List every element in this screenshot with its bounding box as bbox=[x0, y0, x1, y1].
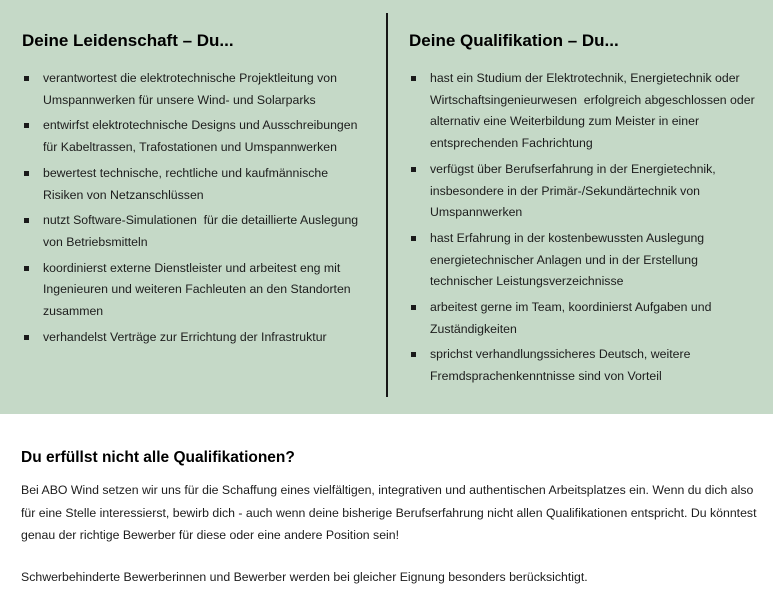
list-item bbox=[22, 327, 363, 349]
bullet-square-icon bbox=[22, 68, 43, 111]
list-item-text: koordinierst externe Dienstleister und arbeitest eng mit Ingenieuren und weiteren Fachleuten an den Standorten zusammen bbox=[43, 260, 355, 319]
footer-title: Du erfüllst nicht alle Qualifikationen? bbox=[21, 449, 295, 466]
list-item bbox=[409, 297, 760, 340]
list-item-text: bewertest technische, rechtliche und kaufmännische Risiken von Netzanschlüssen bbox=[43, 165, 332, 202]
list-item-text: hast ein Studium der Elektrotechnik, Energietechnik oder Wirtschaftsingenieurwesen erfolgreich abgeschlossen oder alternativ eine Weiterbildung zum Meister in einer entsprechenden Fachrichtung bbox=[430, 71, 759, 151]
list-item-text: nutzt Software-Simulationen für die detaillierte Auslegung von Betriebsmitteln bbox=[43, 213, 362, 249]
bullet-square-icon bbox=[22, 163, 43, 206]
bullet-square-icon bbox=[409, 68, 430, 155]
bullet-square-icon bbox=[409, 228, 430, 293]
qualification-title: Deine Qualifikation – Du... bbox=[409, 31, 619, 50]
footer-paragraph-2: Schwerbehinderte Bewerberinnen und Bewerber werden bei gleicher Eignung besonders berücksichtigt. bbox=[21, 569, 588, 584]
list-item-text: verantwortest die elektrotechnische Projektleitung von Umspannwerken für unsere Wind- und Solarparks bbox=[43, 71, 341, 107]
column-divider bbox=[386, 13, 388, 397]
passion-list bbox=[22, 68, 363, 348]
passion-section bbox=[22, 31, 363, 352]
list-item bbox=[409, 228, 760, 293]
list-item bbox=[22, 163, 363, 206]
list-item-text: verfügst über Berufserfahrung in der Energietechnik, insbesondere in der Primär-/Sekundärtechnik von Umspannwerken bbox=[430, 161, 720, 220]
bullet-square-icon bbox=[22, 327, 43, 349]
list-item-text: sprichst verhandlungssicheres Deutsch, weitere Fremdsprachenkenntnisse sind von Vorteil bbox=[430, 347, 694, 384]
list-item-text: verhandelst Verträge zur Errichtung der Infrastruktur bbox=[43, 329, 327, 344]
list-item bbox=[409, 344, 760, 387]
bullet-square-icon bbox=[409, 297, 430, 340]
footer-paragraph-1: Bei ABO Wind setzen wir uns für die Schaffung eines vielfältigen, integrativen und authentischen Arbeitsplatzes ein. Wenn du dich also für eine Stelle interessierst, bewirb dich - auch wenn deine bisherige Berufserfahrung nicht allen Qualifikationen entspricht. Du könntest genau der richtige Bewerber für diese oder eine andere Position sein! bbox=[21, 483, 757, 543]
bullet-square-icon bbox=[22, 258, 43, 323]
bullet-square-icon bbox=[409, 344, 430, 387]
list-item bbox=[409, 68, 760, 155]
qualification-list bbox=[409, 68, 760, 388]
bullet-square-icon bbox=[22, 115, 43, 158]
footer-section bbox=[0, 414, 773, 588]
list-item-text: hast Erfahrung in der kostenbewussten Auslegung energietechnischer Anlagen und in der Erstellung technischer Leistungsverzeichnisse bbox=[430, 230, 708, 289]
list-item bbox=[22, 115, 363, 158]
list-item bbox=[22, 68, 363, 111]
list-item bbox=[409, 159, 760, 224]
bullet-square-icon bbox=[22, 210, 43, 253]
list-item-text: entwirfst elektrotechnische Designs und Ausschreibungen für Kabeltrassen, Trafostationen und Umspannwerken bbox=[43, 118, 361, 155]
qualification-section bbox=[409, 31, 760, 392]
list-item bbox=[22, 258, 363, 323]
passion-title: Deine Leidenschaft – Du... bbox=[22, 31, 234, 50]
bullet-square-icon bbox=[409, 159, 430, 224]
list-item bbox=[22, 210, 363, 253]
list-item-text: arbeitest gerne im Team, koordinierst Aufgaben und Zuständigkeiten bbox=[430, 300, 715, 336]
